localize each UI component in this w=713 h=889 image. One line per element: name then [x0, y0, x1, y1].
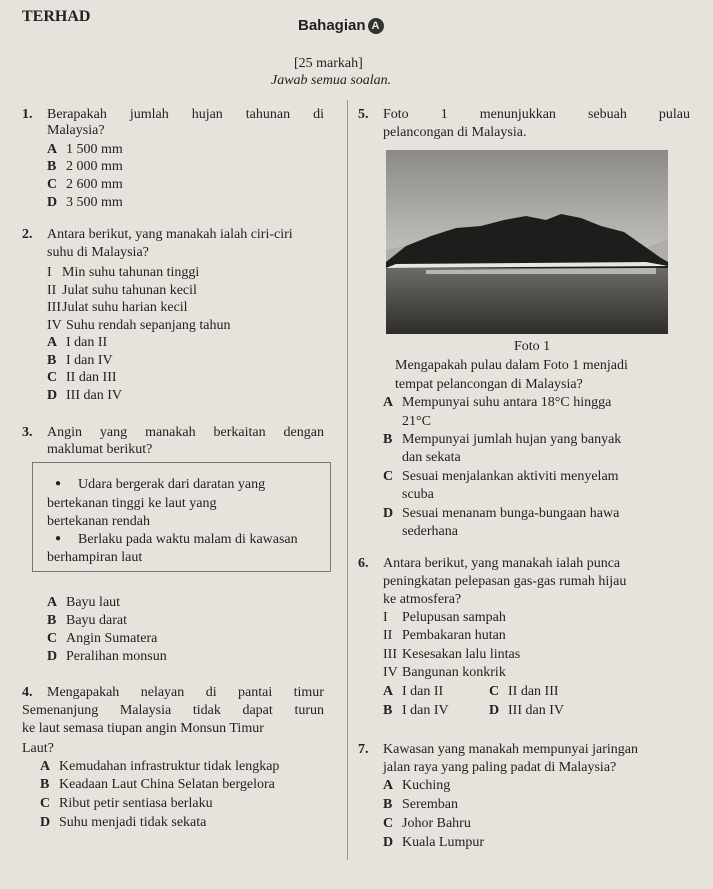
marks-label: [25 markah]	[294, 56, 363, 71]
option-text: I dan II	[402, 684, 444, 699]
q3-word: manakah	[145, 425, 196, 440]
item-text: Pelupusan sampah	[402, 610, 506, 625]
q1-number: 1.	[22, 107, 33, 122]
option-letter: A	[47, 595, 58, 610]
q2-item-3	[47, 299, 188, 316]
q4-word: pantai	[238, 685, 273, 700]
option-text: 2 600 mm	[66, 177, 123, 192]
item-text: Min suhu tahunan tinggi	[62, 265, 200, 280]
item-text: Pembakaran hutan	[402, 628, 506, 643]
q4-word: timur	[293, 685, 324, 700]
q3-box-line4: Berlaku pada waktu malam di kawasan	[78, 532, 298, 547]
q1-option-d[interactable]	[47, 194, 123, 211]
option-text: Sesuai menjalankan aktiviti menyelam	[402, 469, 619, 484]
q1-option-b[interactable]	[47, 158, 123, 175]
option-text: I dan II	[66, 335, 108, 350]
q3-word: Angin	[47, 425, 82, 440]
q1-word: Berapakah	[47, 107, 107, 122]
option-letter: B	[383, 432, 393, 447]
q5-option-a-line2: 21°C	[402, 414, 431, 429]
q2-item-2	[47, 282, 197, 299]
q1-option-a[interactable]	[47, 141, 123, 158]
q1-word: hujan	[191, 107, 223, 122]
q3-box-line3: bertekanan rendah	[47, 514, 150, 529]
option-text: Mempunyai jumlah hujan yang banyak	[402, 432, 622, 447]
q6-number: 6.	[358, 556, 369, 571]
option-text: Bayu darat	[66, 613, 128, 628]
option-text: Seremban	[402, 797, 458, 812]
q6-item-1	[383, 609, 506, 626]
q3-option-c[interactable]	[47, 630, 157, 647]
q3-stem-line2: maklumat berikut?	[47, 442, 153, 457]
option-letter: D	[47, 195, 58, 210]
section-letter-badge: A	[368, 18, 384, 34]
q1-word: jumlah	[129, 107, 169, 122]
q4-stem-line3: ke laut semasa tiupan angin Monsun Timur	[22, 721, 264, 736]
q3-box-line5: berhampiran laut	[47, 550, 143, 565]
q2-option-c[interactable]	[47, 369, 117, 386]
q2-number: 2.	[22, 227, 33, 242]
roman-numeral: IV	[383, 665, 398, 680]
option-letter: C	[40, 796, 51, 811]
q4-option-b[interactable]	[40, 776, 275, 793]
option-letter: C	[47, 370, 58, 385]
option-letter: D	[47, 388, 58, 403]
q4-stem-line1	[47, 684, 324, 701]
q3-word: dengan	[283, 425, 324, 440]
roman-numeral: II	[383, 628, 393, 643]
q3-option-d[interactable]	[47, 648, 167, 665]
option-letter: B	[47, 159, 57, 174]
q4-word: Semenanjung	[22, 703, 99, 718]
item-text: Suhu rendah sepanjang tahun	[66, 318, 231, 333]
q4-number: 4.	[22, 685, 33, 700]
q2-stem-line1: Antara berikut, yang manakah ialah ciri-ciri	[47, 227, 293, 242]
option-text: Mempunyai suhu antara 18°C hingga	[402, 395, 612, 410]
q5-stem-line2: pelancongan di Malaysia.	[383, 125, 527, 140]
option-letter: B	[40, 777, 50, 792]
q4-stem-line4: Laut?	[22, 741, 54, 756]
bullet-icon: ●	[55, 478, 62, 489]
q5-option-d-line2: sederhana	[402, 524, 458, 539]
q4-option-c[interactable]	[40, 795, 213, 812]
option-text: Angin Sumatera	[66, 631, 158, 646]
option-text: Kemudahan infrastruktur tidak lengkap	[59, 759, 280, 774]
q4-stem-line2	[22, 702, 324, 719]
option-text: III dan IV	[508, 703, 564, 718]
q6-option-b[interactable]	[383, 702, 449, 719]
option-text: 2 000 mm	[66, 159, 123, 174]
instruction-text: Jawab semua soalan.	[271, 73, 392, 88]
section-label: Bahagian	[298, 17, 366, 34]
q2-option-d[interactable]	[47, 387, 122, 404]
q1-word: di	[313, 107, 324, 122]
q3-box-line1: Udara bergerak dari daratan yang	[78, 477, 266, 492]
q5-option-a[interactable]	[383, 394, 611, 411]
q7-option-a[interactable]	[383, 777, 450, 794]
q3-option-b[interactable]	[47, 612, 127, 629]
roman-numeral: III	[47, 300, 61, 315]
option-text: II dan III	[508, 684, 559, 699]
option-letter: D	[383, 506, 394, 521]
q5-word: Foto	[383, 107, 409, 122]
item-text: Julat suhu tahunan kecil	[62, 283, 197, 298]
q4-word: di	[205, 685, 217, 700]
bullet-icon: ●	[55, 533, 62, 544]
q1-word: tahunan	[245, 107, 291, 122]
q4-option-d[interactable]	[40, 814, 206, 831]
option-text: Keadaan Laut China Selatan bergelora	[59, 777, 275, 792]
q5-question-line1: Mengapakah pulau dalam Foto 1 menjadi	[395, 358, 628, 373]
q5-option-d[interactable]	[383, 505, 619, 522]
q5-word: 1	[440, 107, 448, 122]
option-letter: D	[40, 815, 51, 830]
q7-option-b[interactable]	[383, 796, 458, 813]
q5-word: sebuah	[587, 107, 627, 122]
option-text: Kuala Lumpur	[402, 835, 485, 850]
option-letter: A	[383, 778, 394, 793]
q5-word: menunjukkan	[479, 107, 556, 122]
option-letter: C	[47, 177, 58, 192]
option-text: Johor Bahru	[402, 816, 471, 831]
q5-word: pulau	[658, 107, 690, 122]
q5-question-line2: tempat pelancongan di Malaysia?	[395, 377, 583, 392]
option-letter: D	[47, 649, 58, 664]
q3-word: berkaitan	[213, 425, 266, 440]
option-letter: C	[489, 684, 500, 699]
q5-option-b[interactable]	[383, 431, 621, 448]
option-text: Peralihan monsun	[66, 649, 167, 664]
q2-option-a[interactable]	[47, 334, 107, 351]
classification-label: TERHAD	[22, 8, 91, 25]
q5-number: 5.	[358, 107, 369, 122]
q3-option-a[interactable]	[47, 594, 120, 611]
q1-option-c[interactable]	[47, 176, 123, 193]
option-text: I dan IV	[402, 703, 449, 718]
q6-item-4	[383, 664, 506, 681]
option-letter: A	[383, 395, 394, 410]
option-letter: A	[47, 335, 58, 350]
q5-option-c-line2: scuba	[402, 487, 434, 502]
option-text: Ribut petir sentiasa berlaku	[59, 796, 213, 811]
option-text: II dan III	[66, 370, 117, 385]
q4-word: tidak	[192, 703, 221, 718]
roman-numeral: I	[47, 265, 52, 280]
roman-numeral: II	[47, 283, 57, 298]
q6-stem-line1: Antara berikut, yang manakah ialah punca	[383, 556, 621, 571]
option-text: 1 500 mm	[66, 142, 123, 157]
option-letter: B	[383, 703, 393, 718]
q6-item-2	[383, 627, 506, 644]
option-text: 3 500 mm	[66, 195, 123, 210]
q4-word: Mengapakah	[47, 685, 120, 700]
section-title	[298, 17, 384, 34]
item-text: Julat suhu harian kecil	[62, 300, 188, 315]
option-letter: A	[47, 142, 58, 157]
q2-item-4	[47, 317, 230, 334]
q4-word: nelayan	[140, 685, 185, 700]
q7-number: 7.	[358, 742, 369, 757]
option-letter: B	[47, 353, 57, 368]
q6-option-d[interactable]	[489, 702, 564, 719]
option-text: III dan IV	[66, 388, 122, 403]
option-letter: C	[383, 816, 394, 831]
q6-item-3	[383, 646, 520, 663]
q5-option-c[interactable]	[383, 468, 619, 485]
q7-stem-line2: jalan raya yang paling padat di Malaysia?	[383, 760, 617, 775]
q3-number: 3.	[22, 425, 33, 440]
q6-stem-line3: ke atmosfera?	[383, 592, 462, 607]
option-text: Kuching	[402, 778, 451, 793]
option-letter: C	[383, 469, 394, 484]
q4-option-a[interactable]	[40, 758, 279, 775]
photo-caption: Foto 1	[514, 339, 551, 354]
column-divider	[347, 100, 348, 860]
q2-option-b[interactable]	[47, 352, 113, 369]
q1-stem-line1	[47, 106, 324, 123]
q6-option-a[interactable]	[383, 683, 443, 700]
option-text: Suhu menjadi tidak sekata	[59, 815, 207, 830]
q3-stem-line1	[47, 424, 324, 441]
q2-item-1	[47, 264, 199, 281]
roman-numeral: III	[383, 647, 397, 662]
q7-stem-line1: Kawasan yang manakah mempunyai jaringan	[383, 742, 639, 757]
q4-word: Malaysia	[119, 703, 172, 718]
roman-numeral: IV	[47, 318, 62, 333]
q3-word: yang	[99, 425, 128, 440]
option-letter: D	[489, 703, 500, 718]
q7-option-d[interactable]	[383, 834, 484, 851]
q6-option-c[interactable]	[489, 683, 559, 700]
q4-word: turun	[294, 703, 324, 718]
option-text: Sesuai menanam bunga-bungaan hawa	[402, 506, 620, 521]
q5-option-b-line2: dan sekata	[402, 450, 461, 465]
q2-stem-line2: suhu di Malaysia?	[47, 245, 149, 260]
option-letter: B	[383, 797, 393, 812]
roman-numeral: I	[383, 610, 388, 625]
q4-word: dapat	[242, 703, 273, 718]
q5-stem-line1	[383, 106, 690, 123]
option-text: Bayu laut	[66, 595, 121, 610]
option-letter: B	[47, 613, 57, 628]
option-letter: A	[383, 684, 394, 699]
q6-stem-line2: peningkatan pelepasan gas-gas rumah hijau	[383, 574, 627, 589]
q3-box-line2: bertekanan tinggi ke laut yang	[47, 496, 217, 511]
option-letter: A	[40, 759, 51, 774]
item-text: Kesesakan lalu lintas	[402, 647, 521, 662]
q1-stem-line2: Malaysia?	[47, 123, 105, 138]
option-letter: C	[47, 631, 58, 646]
option-text: I dan IV	[66, 353, 113, 368]
option-letter: D	[383, 835, 394, 850]
q7-option-c[interactable]	[383, 815, 471, 832]
item-text: Bangunan konkrik	[402, 665, 506, 680]
island-photo	[386, 150, 668, 334]
